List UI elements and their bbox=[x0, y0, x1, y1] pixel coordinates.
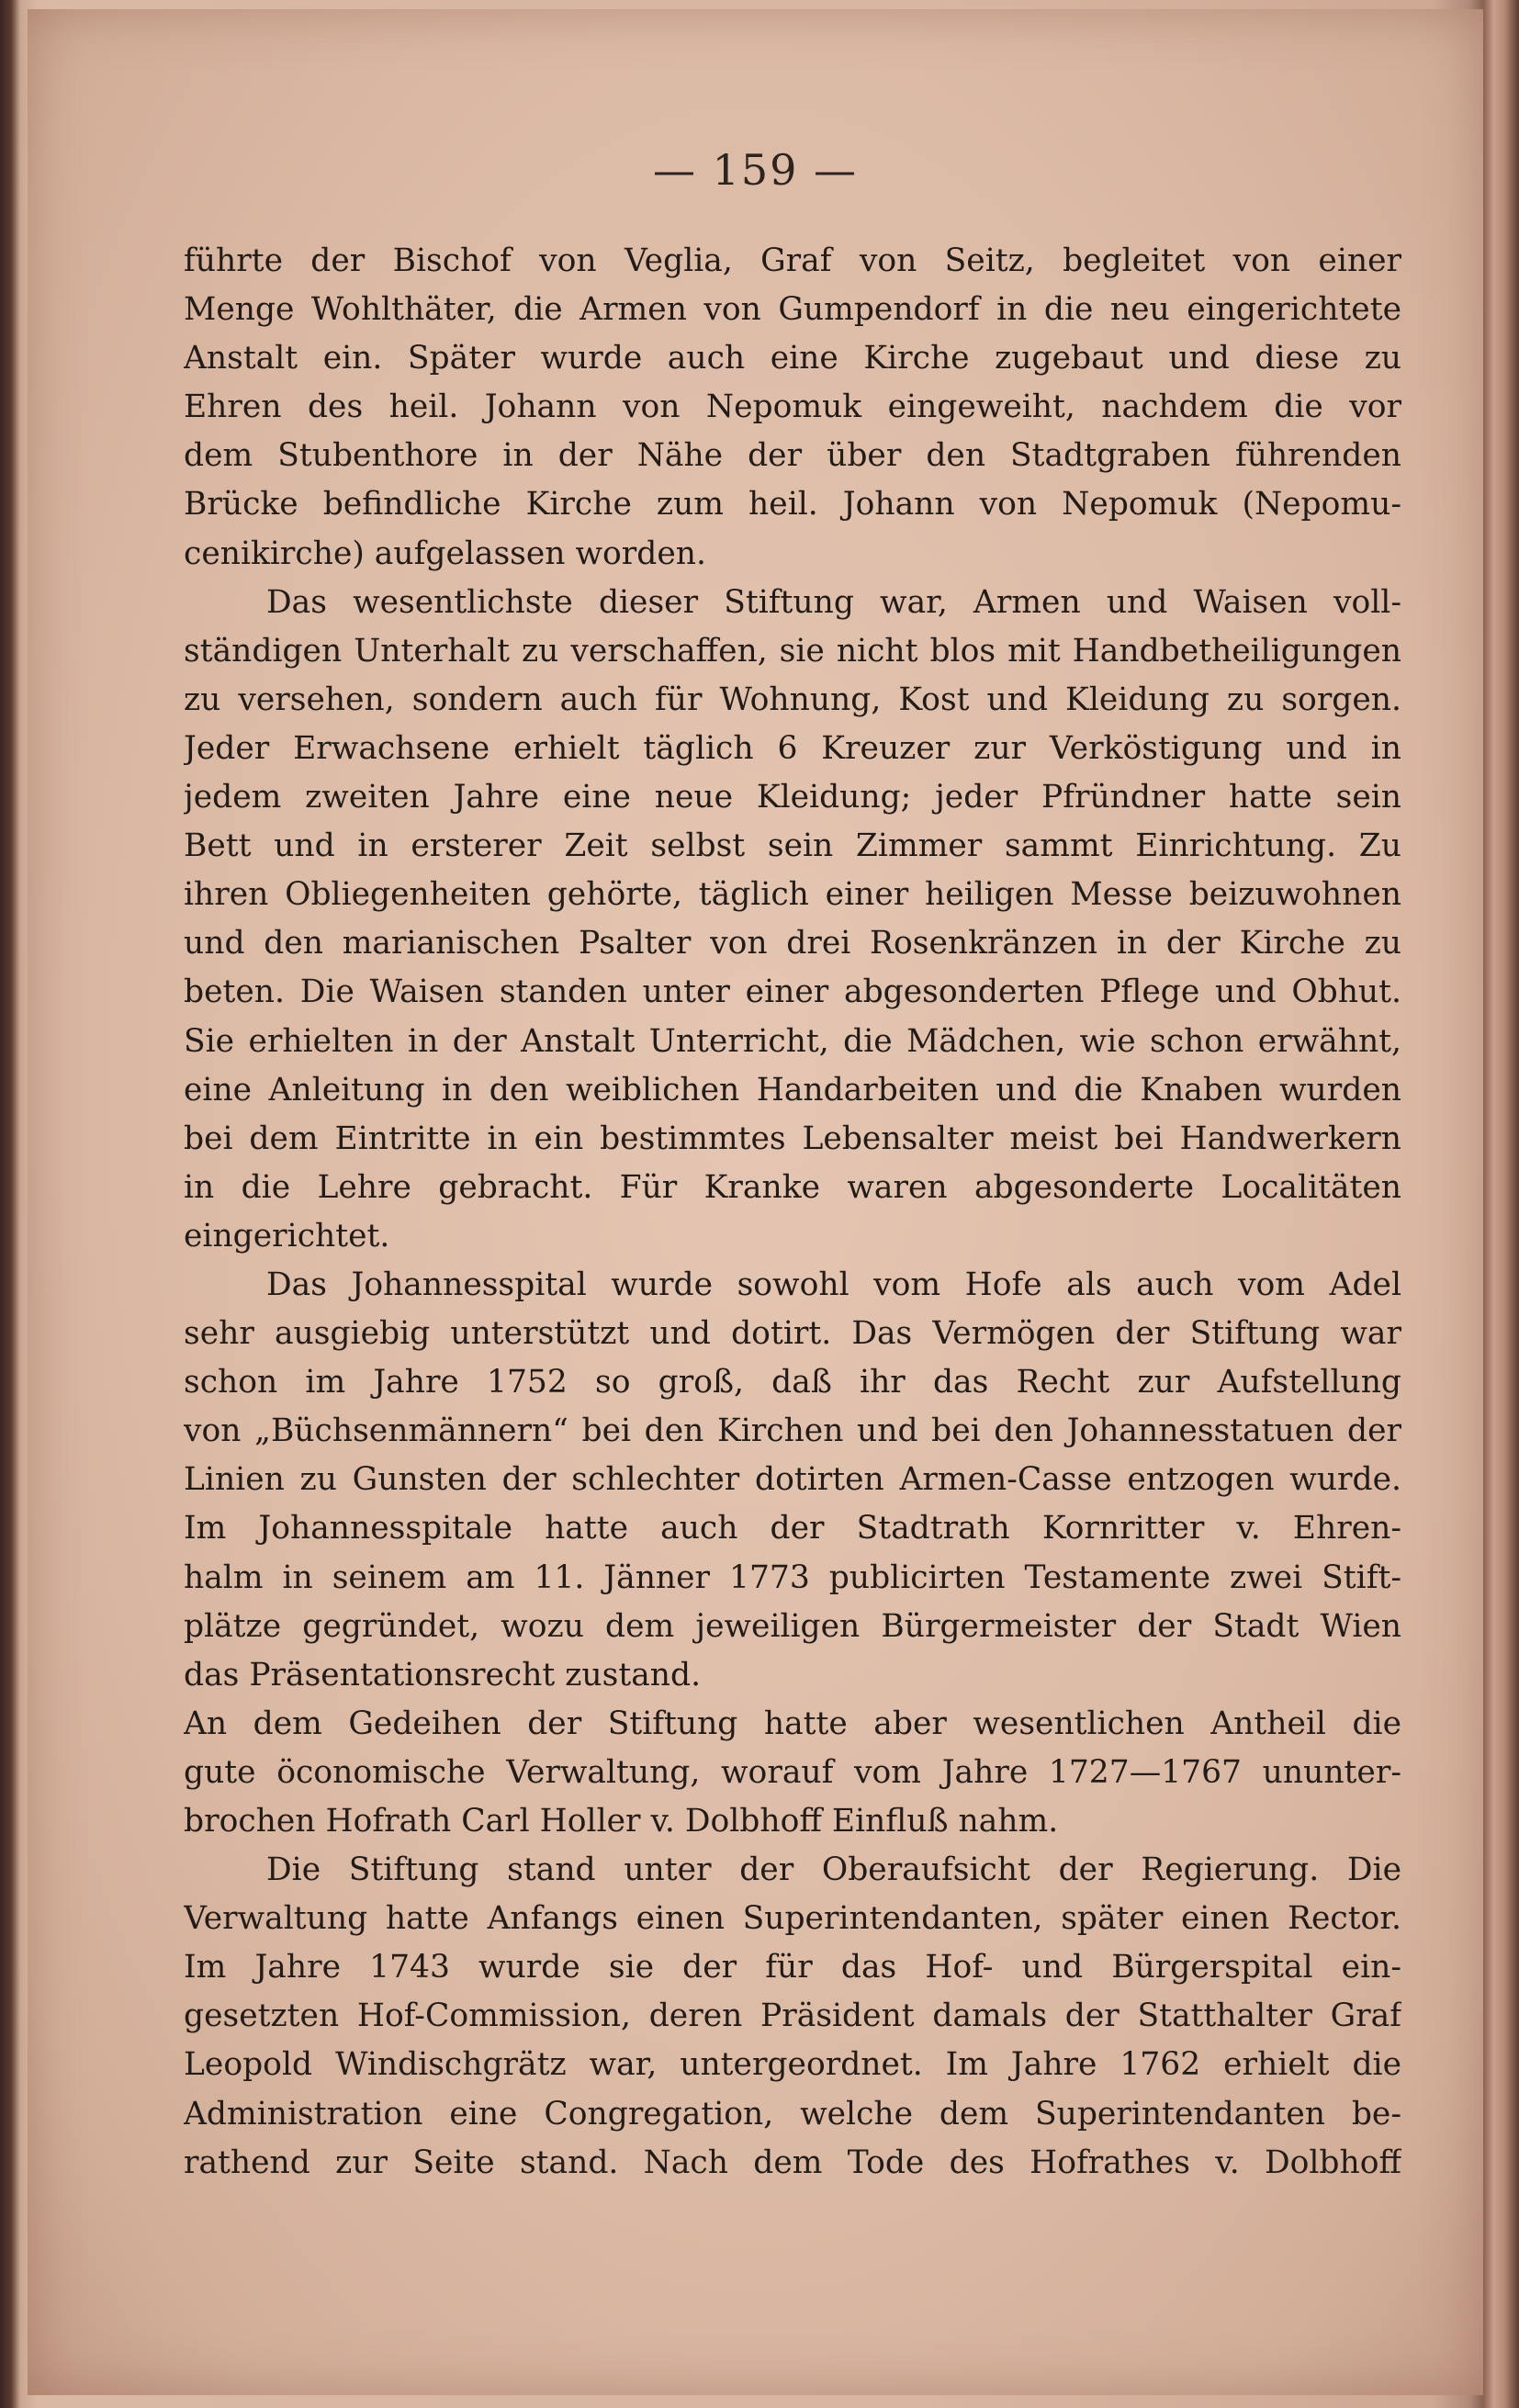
text-line: Das Johannesspital wurde sowohl vom Hofe als auch vom Adel bbox=[266, 1266, 1401, 1303]
text-line: und den marianischen Psalter von drei Rosenkränzen in der Kirche zu bbox=[184, 925, 1401, 962]
text-line: sehr ausgiebig unterstützt und dotirt. Das Vermögen der Stiftung war bbox=[184, 1315, 1401, 1353]
text-line: halm in seinem am 11. Jänner 1773 publicirten Testamente zwei Stift- bbox=[184, 1558, 1401, 1596]
text-line: Ehren des heil. Johann von Nepomuk eingeweiht, nachdem die vor bbox=[184, 388, 1401, 426]
text-line: Brücke befindliche Kirche zum heil. Johann von Nepomuk (Nepomu- bbox=[184, 486, 1401, 523]
text-line: Im Jahre 1743 wurde sie der für das Hof- und Bürgerspital ein- bbox=[184, 1949, 1401, 1986]
text-line: zu versehen, sondern auch für Wohnung, Kost und Kleidung zu sorgen. bbox=[184, 681, 1401, 718]
text-line: Linien zu Gunsten der schlechter dotirten Armen-Casse entzogen wurde. bbox=[184, 1461, 1401, 1499]
text-line: dem Stubenthore in der Nähe der über den Stadtgraben führenden bbox=[184, 437, 1401, 475]
text-line: Die Stiftung stand unter der Oberaufsicht der Regierung. Die bbox=[266, 1851, 1401, 1889]
text-line: bei dem Eintritte in ein bestimmtes Lebensalter meist bei Handwerkern bbox=[184, 1120, 1401, 1157]
text-line: gesetzten Hof-Commission, deren Präsident damals der Statthalter Graf bbox=[184, 1997, 1401, 2035]
page-number: — 159 — bbox=[652, 145, 859, 195]
text-line: rathend zur Seite stand. Nach dem Tode des Hofrathes v. Dolbhoff bbox=[184, 2144, 1401, 2181]
text-line: Bett und in ersterer Zeit selbst sein Zimmer sammt Einrichtung. Zu bbox=[184, 827, 1401, 865]
page-edge bbox=[1483, 0, 1519, 2408]
text-line: schon im Jahre 1752 so groß, daß ihr das Recht zur Aufstellung bbox=[184, 1364, 1401, 1401]
text-line: eingerichtet. bbox=[184, 1217, 390, 1255]
text-line: cenikirche) aufgelassen worden. bbox=[184, 534, 706, 572]
text-line: brochen Hofrath Carl Holler v. Dolbhoff Einfluß nahm. bbox=[184, 1803, 1059, 1840]
text-line: von „Büchsenmännern“ bei den Kirchen und bei den Johannesstatuen der bbox=[184, 1412, 1401, 1450]
text-line: Anstalt ein. Später wurde auch eine Kirche zugebaut und diese zu bbox=[184, 340, 1401, 377]
text-line: ständigen Unterhalt zu verschaffen, sie nicht blos mit Handbetheiligungen bbox=[184, 632, 1401, 670]
book-page bbox=[28, 9, 1483, 2395]
text-line: in die Lehre gebracht. Für Kranke waren abgesonderte Localitäten bbox=[184, 1168, 1401, 1206]
text-line: das Präsentationsrecht zustand. bbox=[184, 1656, 702, 1693]
text-line: Leopold Windischgrätz war, untergeordnet. Im Jahre 1762 erhielt die bbox=[184, 2046, 1401, 2084]
text-line: gute öconomische Verwaltung, worauf vom Jahre 1727—1767 ununter- bbox=[184, 1753, 1401, 1791]
text-line: An dem Gedeihen der Stiftung hatte aber wesentlichen Antheil die bbox=[184, 1705, 1401, 1742]
text-line: ihren Obliegenheiten gehörte, täglich einer heiligen Messe beizuwohnen bbox=[184, 876, 1401, 914]
text-line: führte der Bischof von Veglia, Graf von Seitz, begleitet von einer bbox=[184, 242, 1401, 279]
text-line: Das wesentlichste dieser Stiftung war, Armen und Waisen voll- bbox=[266, 583, 1401, 621]
text-line: Administration eine Congregation, welche dem Superintendanten be- bbox=[184, 2095, 1401, 2132]
text-line: Sie erhielten in der Anstalt Unterricht, die Mädchen, wie schon erwähnt, bbox=[184, 1022, 1401, 1060]
text-line: Im Johannesspitale hatte auch der Stadtrath Kornritter v. Ehren- bbox=[184, 1510, 1401, 1547]
body-text bbox=[184, 237, 1401, 2188]
text-line: jedem zweiten Jahre eine neue Kleidung; jeder Pfründner hatte sein bbox=[184, 779, 1401, 816]
text-line: Jeder Erwachsene erhielt täglich 6 Kreuzer zur Verköstigung und in bbox=[184, 729, 1401, 767]
text-line: Verwaltung hatte Anfangs einen Superintendanten, später einen Rector. bbox=[184, 1900, 1401, 1938]
text-line: eine Anleitung in den weiblichen Handarbeiten und die Knaben wurden bbox=[184, 1071, 1401, 1108]
text-line: Menge Wohlthäter, die Armen von Gumpendorf in die neu eingerichtete bbox=[184, 291, 1401, 329]
text-line: beten. Die Waisen standen unter einer abgesonderten Pflege und Obhut. bbox=[184, 973, 1401, 1011]
text-line: plätze gegründet, wozu dem jeweiligen Bürgermeister der Stadt Wien bbox=[184, 1607, 1401, 1645]
